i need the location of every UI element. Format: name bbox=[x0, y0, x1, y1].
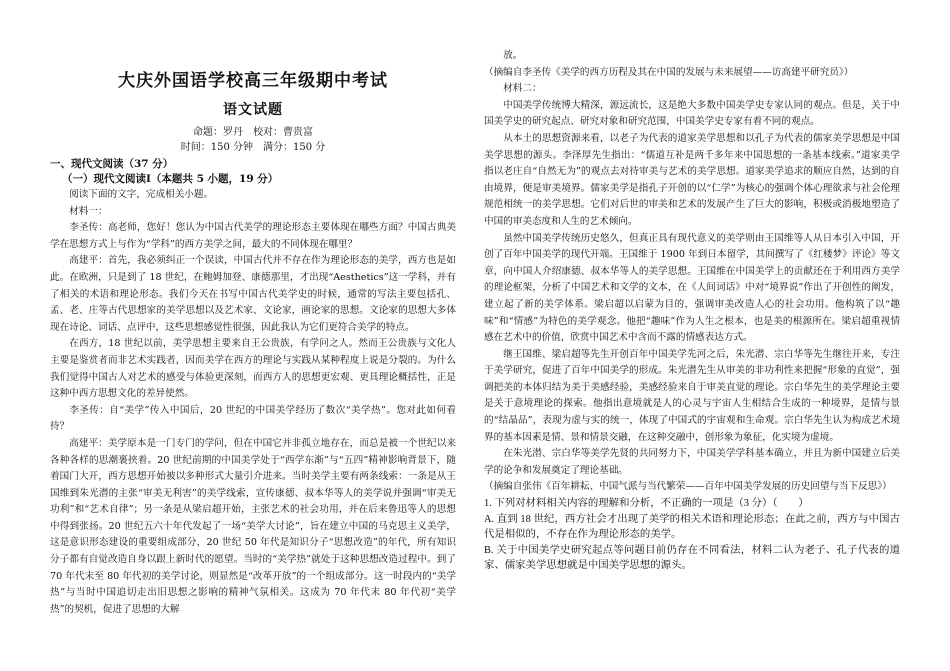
reading-instruction: 阅读下面的文字，完成相关小题。 bbox=[69, 189, 214, 200]
paragraph: 从本土的思想资源来看，以老子为代表的道家美学思想和以孔子为代表的儒家美学思想是中国美学思想的源头。李泽厚先生指出：“儒道互补是两千多年来中国思想的一条基本线索。”道家美学指以老庄自“自然无为”的观点去对待审美与艺术的美学思想。道家美学追求的顺应自然，达到的自由境界，便是审美境界。儒家美学是指孔子开创的以“仁学”为核心的强调个体心理欲求与社会伦理规范相统一的美学思想。它们对后世的审美和艺术的发展产生了巨大的影响，积极或消极地塑造了中国的审美态度和人生的艺术倾向。 bbox=[484, 132, 900, 227]
source-citation-1: （摘编自李圣传《美学的西方历程及其在中国的发展与未来展望——访高建平研究员》） bbox=[484, 66, 854, 78]
paragraph: 虽然中国美学传统历史悠久，但真正具有现代意义的美学则由王国维等人从日本引入中国，开创了百年中国美学的现代开端。王国维于 1900 年到日本留学，其间撰写了《红楼梦》评论》等文章，向中国人介绍康德、叔本华等人的美学思想。王国维在中国美学上的贡献还在于利用西方美学的理论框架，分析了中国艺术和文学的文本，在《人间词话》中对“境界说”作出了开创性的阐发，建立起了新的美学体系。梁启超以启蒙为目的，强调审美改造人心的社会功用。他构筑了以“趣味”和“情感”为特色的美学观念。他把“趣味”作为人生之根本，也是美的根源所在。梁启超重视情感在艺术中的价值，欣赏中国艺术中含而不露的情感表达方式。 bbox=[484, 232, 900, 344]
exam-time-score: 时间：150 分钟 满分：150 分 bbox=[180, 142, 326, 153]
paragraph: 继王国维、梁启超等先生开创百年中国美学先河之后，朱光潜、宗白华等先生继往开来，专注于美学研究，促进了百年中国美学的形成。朱光潜先生从审美的非功利性来把握“形象的直觉”，强调把美的本体归结为美于美感经验，美感经验来自于审美直觉的理论。宗白华先生的美学理论主要是关于意境理论的探索。他指出意境就是人的心灵与宇宙人生相结合生成的一种境界，是情与景的“结晶品”，表现为虚与实的统一，体现了中国式的宇宙观和生命观。宗白华先生认为构成艺术境界的基本因素是情、景和情景交融，在这种交融中，创形象为象征，化实境为虚境。 bbox=[484, 348, 900, 443]
source-citation-2: （摘编自张伟《百年耕耘、中国气派与当代繁荣——百年中国美学发展的历史回望与当下反思》） bbox=[484, 481, 892, 493]
question-1: 1. 下列对材料相关内容的理解和分析，不正确的一项是（3 分）（ ） bbox=[484, 498, 809, 510]
paragraph: 高建平：首先，我必须纠正一个误读，中国古代并不存在作为理论形态的美学，西方也是如此。在欧洲，只是到了 18 世纪，在鲍姆加登、康德那里，才出现“Aesthetics”这一学科，并有了相关的术语和理论形态。我们今天在书写中国古代美学史的时候，通常的写法主要包括孔、孟、老、庄等古代思想家的美学思想以及艺术家、文论家，画论家的思想。文论家的思想大多体现在诗论、词话、点评中，这些思想感觉性很强，因此我认为它们更符合美学的特点。 bbox=[50, 255, 456, 333]
material1-label: 材料一： bbox=[69, 205, 108, 217]
material2-label: 材料二： bbox=[503, 83, 542, 95]
paragraph: 在朱光潜、宗白华等美学先贤的共同努力下，中国美学学科基本确立，并且为新中国建立后美学的论争和发展奠定了理论基础。 bbox=[484, 448, 900, 476]
paragraph-continuation: 放。 bbox=[503, 50, 523, 61]
exam-subtitle: 语文试题 bbox=[223, 102, 283, 118]
section-heading: 一、现代文阅读（37 分） bbox=[50, 158, 174, 170]
right-column bbox=[484, 48, 900, 574]
paragraph: 高建平：美学原本是一门专门的学问，但在中国它并非孤立地存在，而总是被一个世纪以来各种各样的思潮裹挟着。20 世纪前期的中国美学处于“西学东渐”与“五四”精神影响背景下，随着国门大开，西方思想开始被以多种形式大量引介进来。当时美学主要有两条线索：一条是从王国维到朱光潜的主张“审美无利害”的美学线索，宣传康德、叔本华等人的美学说并强调“审美无功利”和“艺术自律”；另一条是从梁启超开始，主张艺术的社会功用，并在后来鲁迅等人的思想中得到张扬。20 世纪五六十年代发起了一场“美学大讨论”，旨在建立中国的马克思主义美学，这是意识形态建设的重要组成部分，20 世纪 50 年代是知识分子“思想改造”的年代，所有知识分子都有自觉改造自身以跟上新时代的愿望。当时的“美学热”就处于这种思想改造过程中。到了 70 年代末至 80 年代初的美学讨论，则显然是“改革开放”的一个组成部分。这一时段内的“美学热”与当时中国追切走出旧思想之影响的精神气氛相关。这成为 70 年代末 80 年代初“美学热”的契机，促进了思想的大解 bbox=[50, 437, 456, 615]
paragraph: 李圣传：高老师，您好！您认为中国古代美学的理论形态主要体现在哪些方面？中国古典美学在思想方式上与作为“学科”的西方美学之间，最大的不同体现在哪里？ bbox=[50, 222, 456, 250]
paragraph: 中国美学传统博大精深，源远流长，这是绝大多数中国美学史专家认同的观点。但是，关于中国美学史的研究起点、研究对象和研究范围，中国美学史专家有着不同的观点。 bbox=[484, 99, 900, 128]
question-1-option-b: B. 关于中国美学史研究起点等问题目前仍存在不同看法，材料二认为老子、孔子代表的道家、儒家美学思想就是中国美学思想的源头。 bbox=[484, 544, 900, 572]
paragraph: 李圣传：自“美学”传入中国后，20 世纪的中国美学经历了数次“美学热”。您对此如何看待？ bbox=[50, 404, 456, 433]
subsection-heading: （一）现代文阅读Ⅰ（本题共 5 小题，19 分） bbox=[62, 173, 279, 185]
question-1-option-a: A. 直到 18 世纪，西方社会才出现了美学的相关术语和理论形态；在此之前，西方与中国古代是相似的，不存在作为理论形态的美学。 bbox=[484, 513, 900, 541]
paragraph: 在西方，18 世纪以前，美学思想主要来自王公贵族，有学问之人。然而王公贵族与文化人主要是鉴赏者而非艺术实践者，因而美学在西方的理论与实践从某种程度上说是分裂的。为什么我们觉得中国古人对艺术的感受与体验更深刻，而西方人的思想更宏观、更具理论概括性，正是这种中西方思想文化的差异使然。 bbox=[50, 338, 456, 400]
exam-authors: 命题：罗丹 校对：曹贵富 bbox=[193, 127, 313, 138]
left-column bbox=[50, 52, 456, 618]
exam-title: 大庆外国语学校高三年级期中考试 bbox=[118, 71, 388, 91]
